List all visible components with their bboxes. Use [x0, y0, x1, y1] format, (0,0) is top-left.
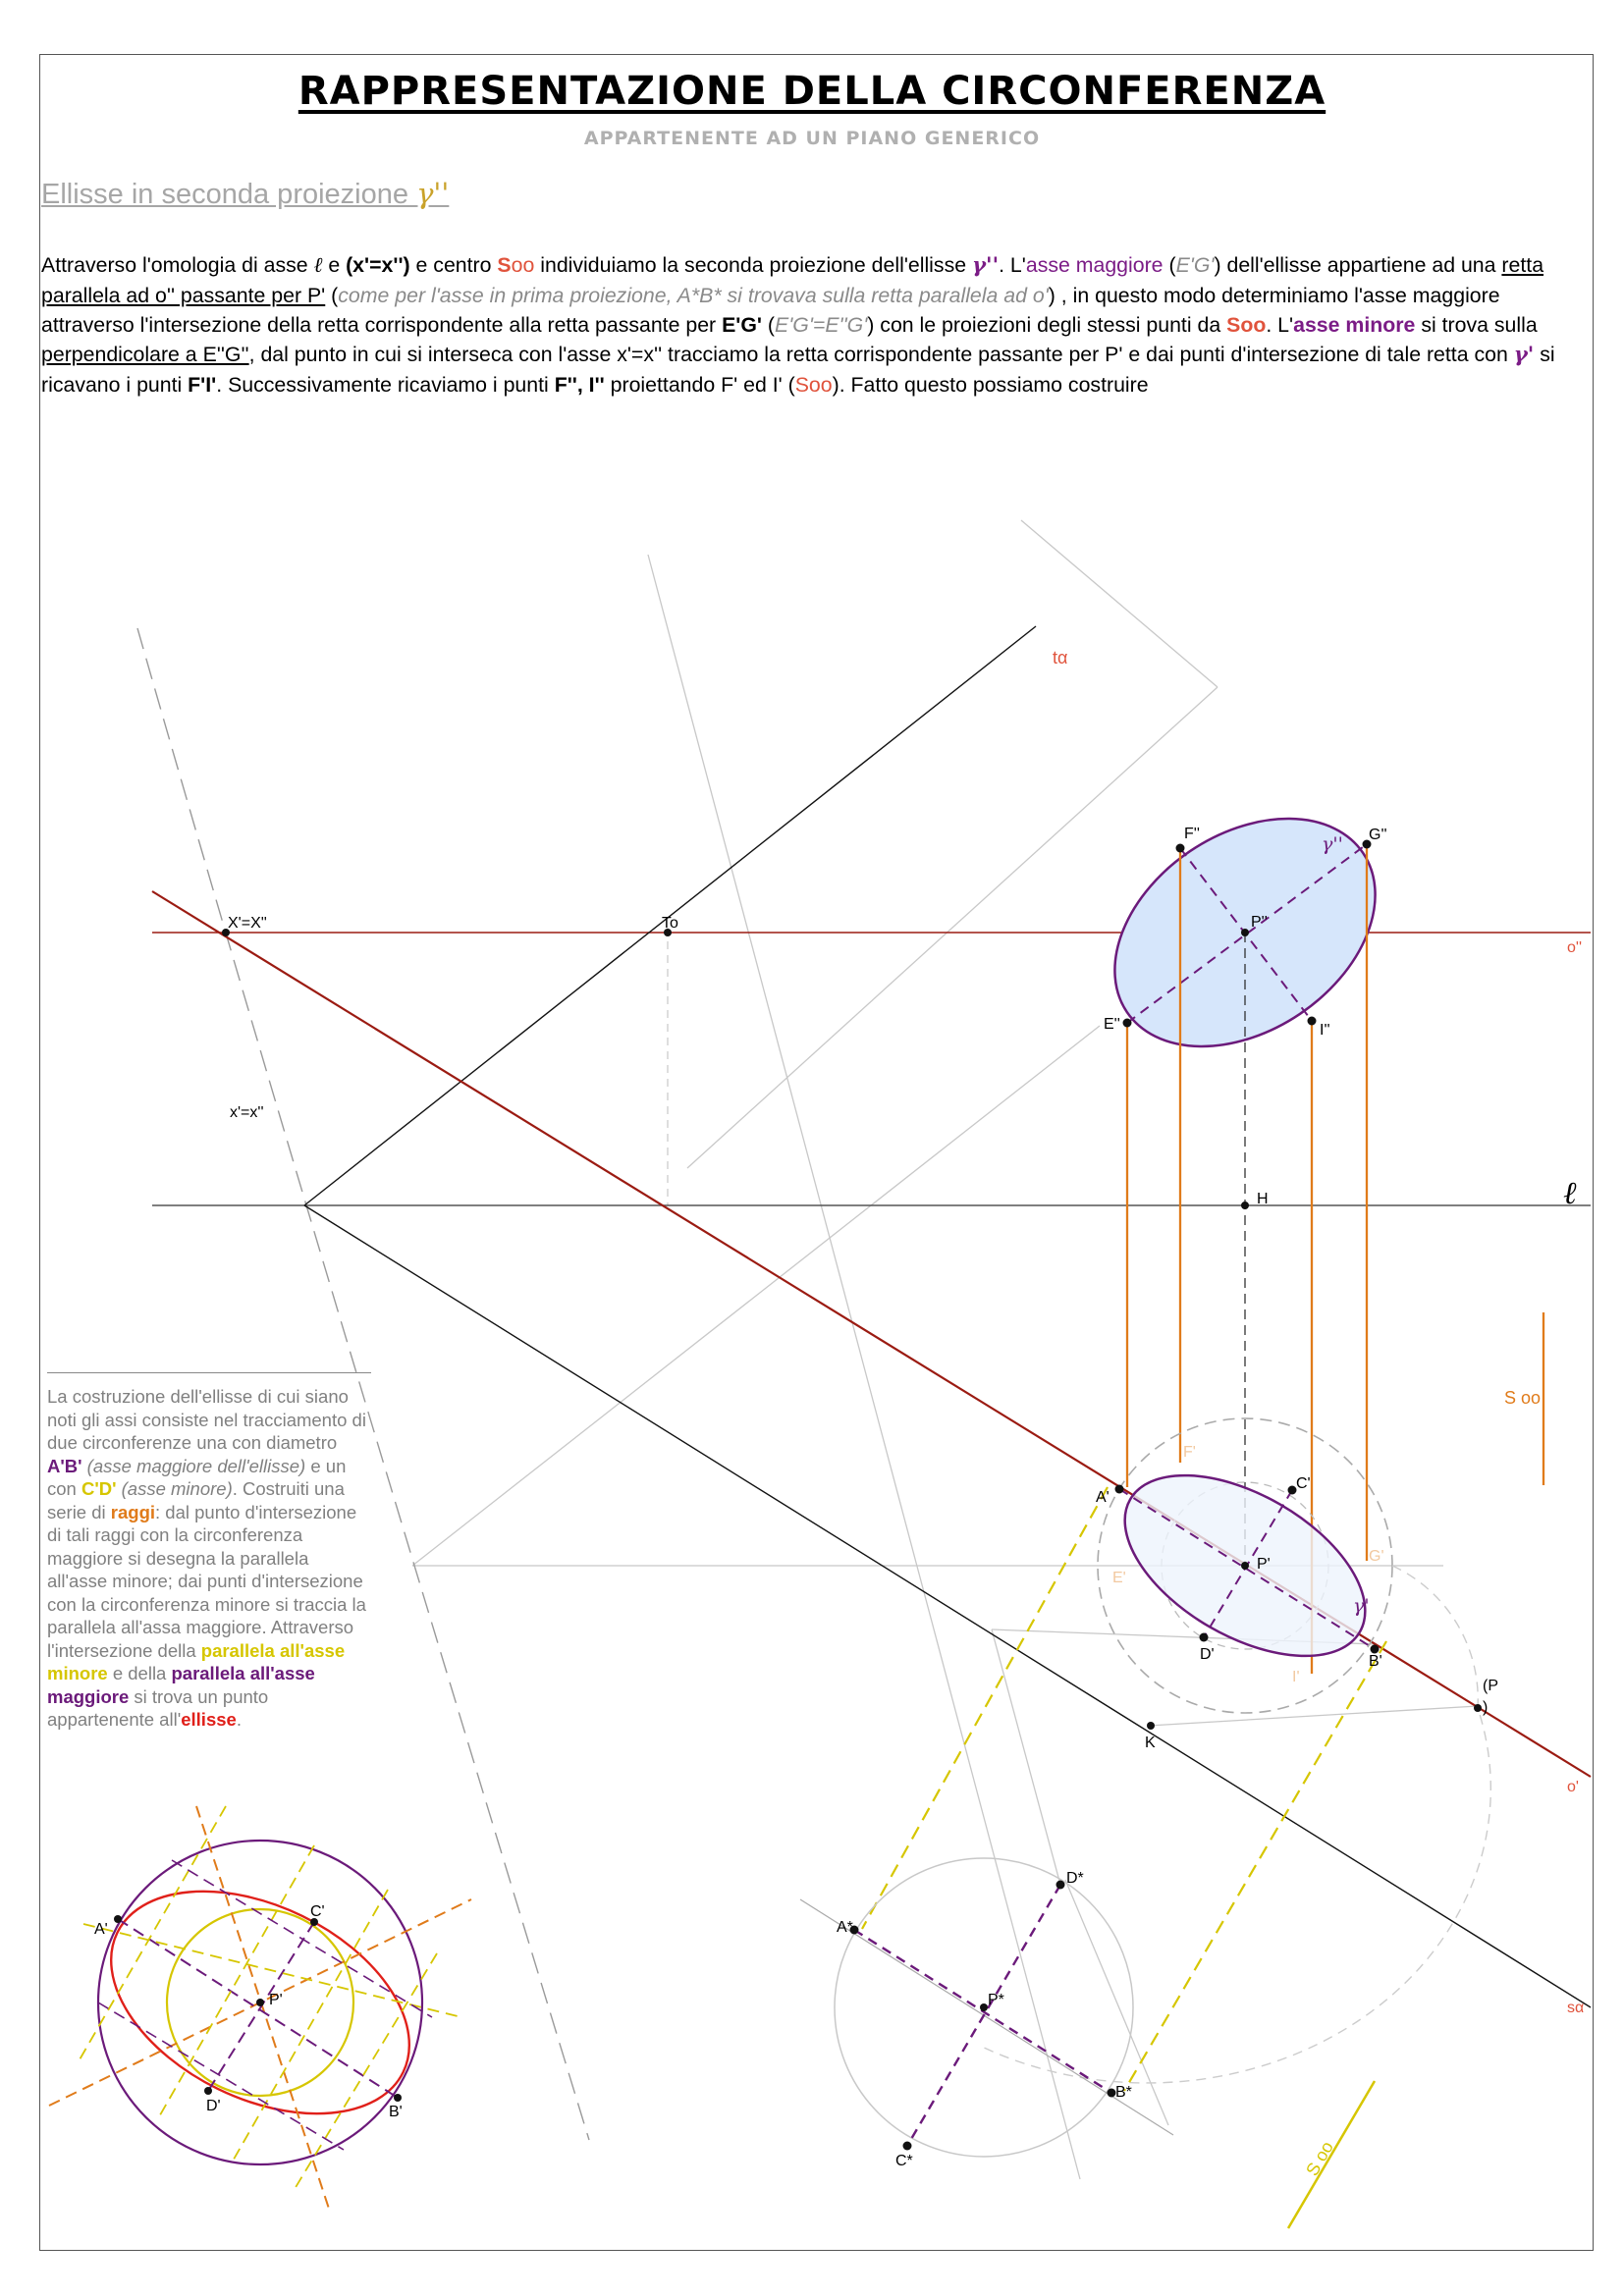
label-i2: I'' — [1320, 1022, 1330, 1039]
side-note-text: La costruzione dell'ellisse di cui siano noti gli assi consiste nel tracciamento di due circonferenze una con diametro — [47, 1386, 366, 1453]
side-note-text: : dal punto d'intersezione di tali raggi con la circonferenza maggiore si desegna la parallela all'asse minore; dai punti d'intersezione con la circonferenza minore si traccia la parallela all'assa maggiore. Attraverso l'intersezione della — [47, 1501, 366, 1661]
intro-underlined: perpendicolare a E''G'' — [41, 343, 249, 366]
intro-text: proiettando F' ed I' ( — [610, 373, 795, 397]
label-b1: B' — [1369, 1653, 1382, 1670]
intro-text: si ricavano i punti — [41, 343, 1555, 397]
axis-symbol: ℓ — [313, 253, 323, 278]
label-f1: F' — [1183, 1444, 1196, 1461]
major-axis-term: asse maggiore — [1025, 253, 1164, 277]
intro-italic: E'G'=E''G' — [774, 313, 868, 337]
point-d1 — [1200, 1633, 1209, 1642]
label-gamma1: γ' — [1353, 1595, 1370, 1617]
intro-text: Attraverso l'omologia di asse — [41, 253, 308, 277]
label-p-star: P* — [988, 1992, 1004, 2008]
side-note-italic: (asse maggiore dell'ellisse) — [86, 1455, 306, 1476]
side-note-text: si trova un punto appartenente all' — [47, 1685, 269, 1730]
label-s-oo-orange: S oo — [1504, 1388, 1542, 1408]
mini-ray — [196, 1806, 329, 2209]
point-p1 — [1241, 1562, 1249, 1570]
point-d-star — [1056, 1881, 1065, 1890]
point-c-star — [903, 2142, 912, 2151]
intro-bold: F'I' — [188, 373, 217, 397]
point-e2 — [1123, 1019, 1132, 1028]
dashed-arc — [982, 1566, 1490, 2083]
label-pp-a: (P — [1483, 1678, 1498, 1694]
label-h: H — [1257, 1191, 1269, 1207]
construction-line — [412, 1026, 1100, 1566]
label-p2: P'' — [1251, 914, 1268, 931]
section-title-text: Ellisse in seconda proiezione — [41, 179, 408, 210]
intro-text: ( — [1168, 253, 1176, 277]
label-o1: o' — [1567, 1779, 1579, 1795]
side-note-highlight: raggi — [110, 1501, 156, 1522]
point-p-star — [980, 2003, 988, 2011]
page-title: RAPPRESENTAZIONE DELLA CIRCONFERENZA — [298, 69, 1326, 114]
construction-line — [1021, 520, 1218, 687]
label-d-star: D* — [1066, 1870, 1084, 1887]
intro-text: ) con le proiezioni degli stessi punti da — [867, 313, 1221, 337]
intro-text: . L' — [1266, 313, 1294, 337]
label-x: X'=X'' — [228, 915, 267, 932]
mini-label-c: C' — [310, 1903, 325, 1920]
construction-line — [648, 555, 1080, 2179]
gamma-symbol: γ' — [1513, 343, 1535, 367]
label-t-alpha: tα — [1053, 648, 1068, 667]
label-b-star: B* — [1115, 2084, 1132, 2101]
label-f2: F'' — [1184, 826, 1200, 842]
intro-bold: E'G' — [722, 313, 762, 337]
mini-yellow-line — [295, 1953, 437, 2189]
axis-cd-star — [907, 1885, 1060, 2146]
mini-label-p: P' — [269, 1992, 283, 2008]
intro-text: e centro — [415, 253, 492, 277]
intro-italic: E'G' — [1175, 253, 1215, 277]
side-note-text: e della — [112, 1663, 167, 1683]
gamma-symbol: γ'' — [971, 253, 1000, 278]
label-c-star: C* — [895, 2153, 913, 2169]
line-o1 — [152, 891, 1591, 1777]
side-note-text: e un con — [47, 1455, 347, 1499]
intro-text: ( — [331, 284, 339, 307]
minor-axis-term: asse minore — [1293, 313, 1416, 337]
side-note-text: . Costruiti una serie di — [47, 1478, 345, 1522]
mini-point-d — [204, 2087, 212, 2095]
label-a1: A' — [1096, 1489, 1110, 1506]
mini-label-b: B' — [389, 2104, 403, 2120]
label-g2: G'' — [1369, 827, 1387, 843]
mini-label-d: D' — [206, 2098, 221, 2114]
point-pp — [1474, 1704, 1482, 1712]
point-k — [1147, 1722, 1155, 1730]
point-f2 — [1176, 844, 1185, 853]
label-x-small: x'=x'' — [230, 1104, 264, 1121]
label-pp-b: ) — [1483, 1699, 1489, 1716]
label-c1: C' — [1296, 1475, 1311, 1492]
intro-bold: F'', I'' — [554, 373, 605, 397]
side-note-highlight: parallela all'asse minore — [47, 1639, 346, 1683]
label-o2: o'' — [1567, 939, 1583, 956]
point-a1 — [1115, 1485, 1124, 1494]
mini-point-a — [114, 1915, 122, 1923]
center-s: S — [497, 253, 512, 277]
label-g1: G' — [1369, 1548, 1384, 1565]
label-l: ℓ — [1563, 1174, 1577, 1211]
intro-italic: come per l'asse in prima proiezione, A*B* si trovava sulla retta parallela ad o' — [338, 284, 1049, 307]
side-note-italic: (asse minore) — [121, 1478, 233, 1499]
center-s: Soo — [1226, 313, 1267, 337]
label-p1: P' — [1257, 1556, 1271, 1573]
side-note-highlight: A'B' — [47, 1455, 82, 1476]
side-note-highlight: C'D' — [81, 1478, 117, 1499]
yellow-parallel — [862, 1487, 1108, 1929]
label-k: K — [1145, 1735, 1156, 1751]
point-h — [1241, 1201, 1249, 1209]
intro-text: , dal punto in cui si interseca con l'asse x'=x'' tracciamo la retta corrispondente passante per P' e dai punti d'intersezione di tale retta con — [248, 343, 1508, 366]
label-gamma2: γ'' — [1322, 833, 1343, 855]
mini-purple-line — [98, 2002, 344, 2150]
label-to: To — [662, 915, 678, 932]
label-s-oo-yellow: S oo — [1302, 2137, 1337, 2179]
mini-yellow-line — [157, 1845, 314, 2120]
side-note-highlight: ellisse — [181, 1709, 237, 1730]
intro-text: ( — [767, 313, 775, 337]
intro-underlined: retta parallela ad o'' passante per P' — [41, 253, 1544, 307]
side-note-text: . — [236, 1709, 242, 1730]
center-s: Soo — [794, 373, 833, 397]
page-subtitle: APPARTENENTE AD UN PIANO GENERICO — [583, 128, 1041, 149]
mini-point-p — [256, 1999, 264, 2006]
dashed-sweep — [137, 628, 589, 2140]
center-infinity: oo — [511, 253, 535, 277]
label-i1: I' — [1292, 1669, 1300, 1685]
intro-text: ) dell'ellisse appartiene ad una — [1214, 253, 1496, 277]
label-d1: D' — [1200, 1646, 1215, 1663]
mini-minor-axis — [208, 1922, 314, 2091]
yellow-parallel — [1124, 1641, 1386, 2091]
intro-text: individuiamo la seconda proiezione dell'ellisse — [540, 253, 967, 277]
intro-text: si trova sulla — [1421, 313, 1538, 337]
section-title-symbol: γ'' — [416, 177, 450, 210]
point-p2 — [1241, 929, 1249, 936]
side-note-highlight: parallela all'asse maggiore — [47, 1663, 315, 1707]
intro-text: . L' — [999, 253, 1026, 277]
intro-text: ) , in questo modo determiniamo l'asse maggiore attraverso l'intersezione della retta corrispondente alla retta passante per — [41, 284, 1500, 337]
construction-line — [992, 1629, 1060, 1885]
intro-text: . Successivamente ricaviamo i punti — [216, 373, 549, 397]
point-i2 — [1308, 1017, 1317, 1026]
label-e2: E'' — [1104, 1016, 1120, 1033]
trace-s-alpha — [304, 1205, 1591, 2007]
intro-text: e — [328, 253, 341, 277]
mini-label-a: A' — [94, 1921, 108, 1938]
label-a-star: A* — [837, 1919, 853, 1936]
label-s-alpha: sα — [1567, 2000, 1585, 2016]
intro-text: ). Fatto questo possiamo costruire — [832, 373, 1149, 397]
construction-line — [1149, 1706, 1478, 1726]
mini-point-b — [394, 2094, 402, 2102]
intro-bold: (x'=x'') — [346, 253, 410, 277]
axis-ab-star — [854, 1930, 1111, 2093]
label-e1: E' — [1112, 1570, 1126, 1586]
